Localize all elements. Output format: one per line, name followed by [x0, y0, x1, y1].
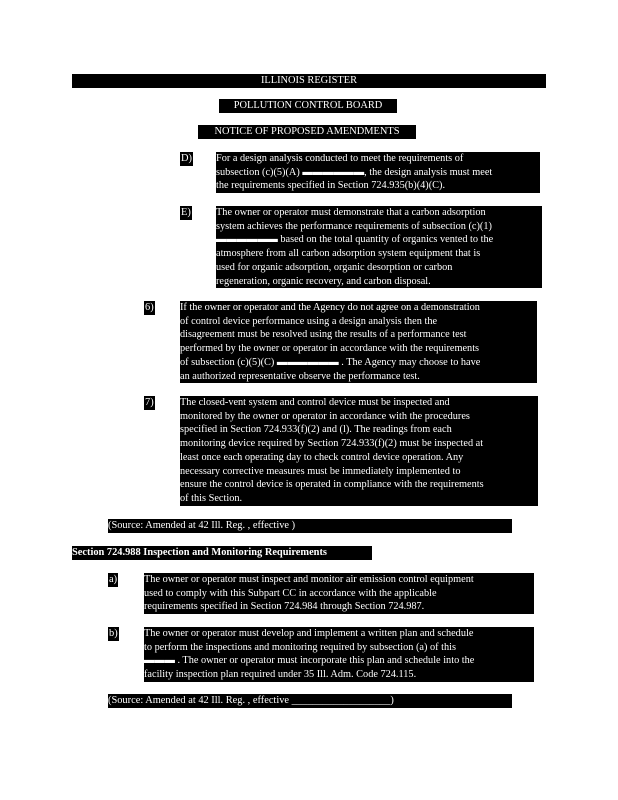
item-6-line: of control device performance using a design analysis then the: [180, 315, 438, 327]
item-7-line: monitoring device required by Section 724.933(f)(2) must be inspected at: [180, 438, 484, 450]
item-a-line: requirements specified in Section 724.984 through Section 724.987.: [144, 601, 425, 613]
item-6-line: disagreement must be resolved using the results of a performance test: [180, 329, 467, 341]
item-7-line: ensure the control device is operated in compliance with the requirements: [180, 479, 484, 491]
item-a-text: [144, 573, 534, 614]
item-e-line: atmosphere from all carbon adsorption system equipment that is: [216, 248, 481, 260]
item-e-line: used for organic adsorption, organic desorption or carbon: [216, 261, 453, 273]
item-b-label: b): [109, 628, 118, 639]
source-note-1: (Source: Amended at 42 Ill. Reg. , effective ): [108, 519, 512, 533]
item-d-line: the requirements specified in Section 724.935(b)(4)(C).: [216, 180, 446, 192]
item-6-line: an authorized representative observe the performance test.: [180, 370, 420, 382]
item-6-line: performed by the owner or operator in accordance with the requirements: [180, 343, 480, 355]
item-7-line: specified in Section 724.933(f)(2) and (l). The readings from each: [180, 424, 452, 436]
item-6-line: If the owner or operator and the Agency do not agree on a demonstration: [180, 302, 480, 313]
item-a-line: used to comply with this Subpart CC in accordance with the applicable: [144, 587, 437, 599]
item-e-line: system achieves the performance requirements of subsection (c)(1): [216, 220, 492, 232]
item-d-line: For a design analysis conducted to meet the requirements of: [216, 153, 464, 164]
item-7-label: 7): [145, 397, 154, 408]
item-b-text: [144, 627, 534, 682]
notice-title: NOTICE OF PROPOSED AMENDMENTS: [198, 125, 416, 139]
item-e-line: regeneration, organic recovery, and carbon disposal.: [216, 275, 431, 287]
item-a-label: a): [109, 574, 118, 585]
section-heading: Section 724.988 Inspection and Monitoring Requirements: [72, 546, 372, 560]
item-e-label: E): [181, 207, 191, 218]
item-6-label: 6): [145, 302, 154, 313]
register-title: ILLINOIS REGISTER: [72, 74, 546, 88]
item-7-text: [180, 396, 538, 506]
item-6-line: of subsection (c)(5)(C) ▬▬▬▬▬▬ . The Agency may choose to have: [180, 356, 481, 368]
item-e-line: ▬▬▬▬▬▬ based on the total quantity of organics vented to the: [216, 234, 494, 246]
item-6-text: [180, 301, 537, 383]
item-7-line: The closed-vent system and control device must be inspected and: [180, 397, 450, 408]
item-7-line: monitored by the owner or operator in accordance with the procedures: [180, 410, 470, 422]
item-e-line: The owner or operator must demonstrate that a carbon adsorption: [216, 207, 486, 218]
item-d-line: subsection (c)(5)(A) ▬▬▬▬▬▬, the design analysis must meet: [216, 166, 493, 178]
board-title: POLLUTION CONTROL BOARD: [219, 99, 397, 113]
item-a-line: The owner or operator must inspect and monitor air emission control equipment: [144, 574, 474, 585]
item-e-text: [216, 206, 542, 288]
item-7-line: necessary corrective measures must be immediately implemented to: [180, 465, 461, 477]
item-b-line: to perform the inspections and monitoring required by subsection (a) of this: [144, 641, 456, 653]
item-7-line: of this Section.: [180, 492, 243, 504]
item-b-line: The owner or operator must develop and implement a written plan and schedule: [144, 628, 474, 639]
item-7-line: least once each operating day to check control device operation. Any: [180, 451, 464, 463]
item-d-label: D): [181, 153, 192, 164]
item-b-line: ▬▬▬ . The owner or operator must incorporate this plan and schedule into the: [144, 655, 475, 667]
source-note-2: (Source: Amended at 42 Ill. Reg. , effective ___________________): [108, 694, 512, 708]
item-b-line: facility inspection plan required under 35 Ill. Adm. Code 724.115.: [144, 669, 417, 681]
item-d-text: [216, 152, 540, 193]
